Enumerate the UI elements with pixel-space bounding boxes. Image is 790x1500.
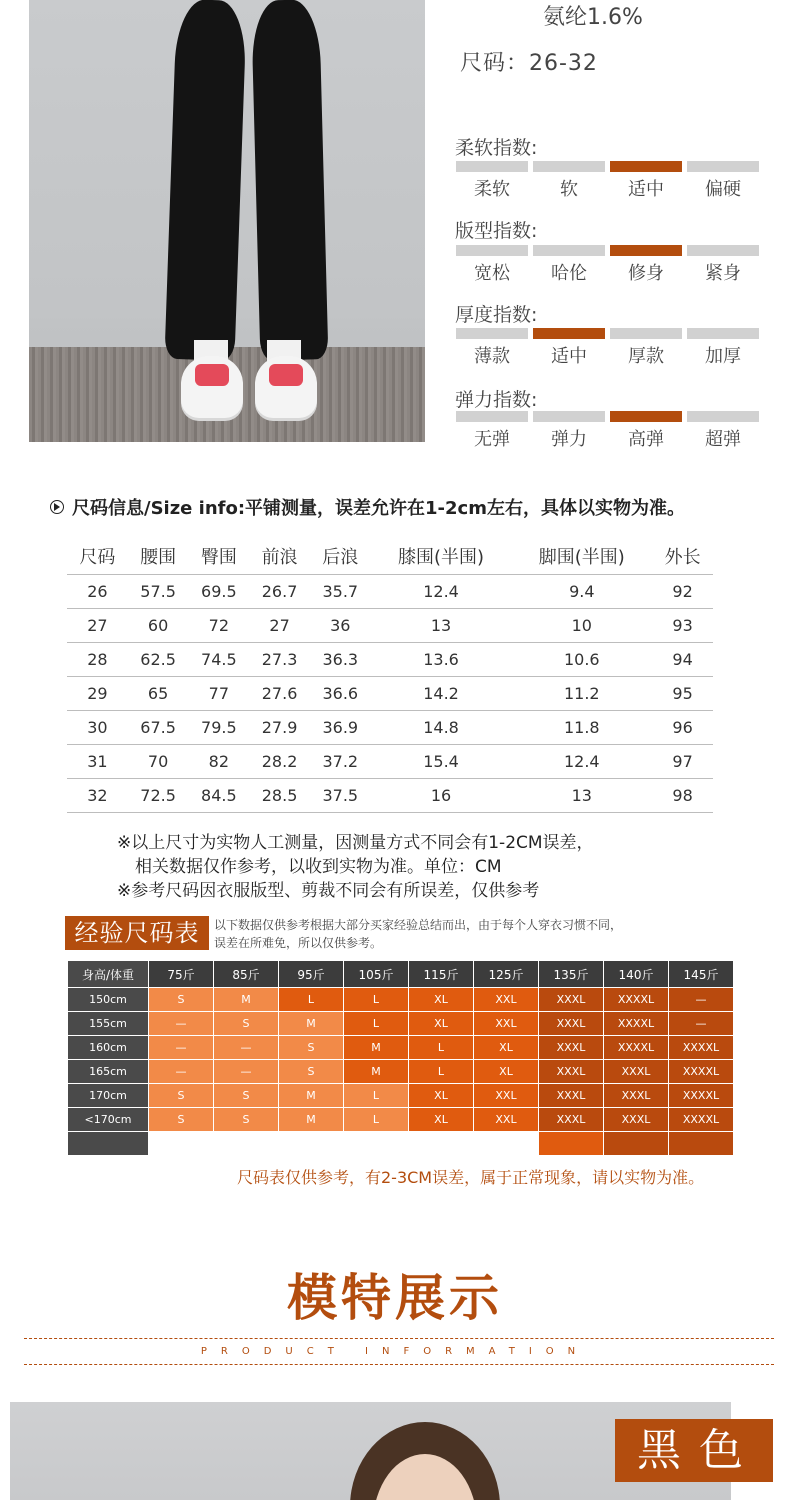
size-cell: S [149,1108,213,1131]
table-cell: 12.4 [511,745,652,779]
elasticity-bar-3 [610,411,682,422]
size-info-heading-text: 尺码信息/Size info:平铺测量，误差允许在1-2cm左右，具体以实物为准。 [72,498,685,519]
table-cell: 16 [371,779,512,813]
experience-header-cell: 105斤 [344,961,408,987]
table-row [67,643,713,677]
size-cell: L [344,1012,408,1035]
size-table-header: 臀围 [188,538,249,575]
size-cell: XXXXL [669,1108,733,1131]
table-cell: 37.5 [310,779,371,813]
table-cell: 67.5 [128,711,189,745]
table-cell: 13 [511,779,652,813]
table-cell: 70 [128,745,189,779]
fit-option-label: 修身 [628,263,664,284]
experience-desc-1: 以下数据仅供参考根据大部分买家经验总结而出，由于每个人穿衣习惯不同， [214,918,623,932]
size-cell: XXL [474,988,538,1011]
table-cell: 28.2 [249,745,310,779]
right-sneaker [255,356,317,418]
left-sneaker [181,356,243,418]
size-cell: — [669,1012,733,1035]
thickness-title: 厚度指数: [455,304,538,326]
size-cell: XXXL [604,1108,668,1131]
size-cell: M [214,988,278,1011]
table-cell: 10 [511,609,652,643]
fit-bar-1 [456,245,528,256]
thickness-option-label: 厚款 [628,346,664,367]
table-cell: 74.5 [188,643,249,677]
table-cell: 28.5 [249,779,310,813]
size-cell: XL [409,1108,473,1131]
experience-header-cell: 身高/体重 [68,961,148,987]
softness-option-label: 偏硬 [705,179,741,200]
size-cell: XL [409,988,473,1011]
elasticity-bar-2 [533,411,605,422]
note-line-2: 相关数据仅作参考，以收到实物为准。单位：CM [135,857,502,877]
size-cell: L [409,1060,473,1083]
softness-bar-3 [610,161,682,172]
softness-title: 柔软指数: [455,137,538,159]
height-cell: 150cm [68,988,148,1011]
softness-bar-2 [533,161,605,172]
table-row [68,988,733,1011]
play-circle-icon [50,500,64,514]
thickness-option-label: 加厚 [705,346,741,367]
size-cell: S [214,1084,278,1107]
table-row [68,1060,733,1083]
table-cell: 28 [67,643,128,677]
size-cell: XXXXL [669,1036,733,1059]
size-cell: L [279,988,343,1011]
table-cell: 36 [310,609,371,643]
experience-chart-title: 经验尺码表 [65,916,209,950]
size-table [67,538,713,813]
size-table-header: 尺码 [67,538,128,575]
table-cell: 96 [652,711,713,745]
fit-option-label: 紧身 [705,263,741,284]
table-cell: 31 [67,745,128,779]
size-cell: XL [409,1084,473,1107]
size-cell: XXXL [539,1084,603,1107]
size-info-heading [50,494,685,520]
elasticity-option-label: 弹力 [551,429,587,450]
thickness-bar-4 [687,328,759,339]
size-cell: XXXL [539,1012,603,1035]
table-cell: 65 [128,677,189,711]
experience-header-cell: 135斤 [539,961,603,987]
fit-bar-2 [533,245,605,256]
size-range: 尺码：26-32 [460,51,598,76]
experience-header-cell: 85斤 [214,961,278,987]
size-cell: S [149,988,213,1011]
size-cell: L [344,988,408,1011]
spacer-cell [604,1132,668,1155]
table-cell: 15.4 [371,745,512,779]
size-cell: S [149,1084,213,1107]
spacer-cell [344,1132,408,1155]
size-cell: — [149,1036,213,1059]
note-line-1: ※以上尺寸为实物人工测量，因测量方式不同会有1-2CM误差， [117,833,594,853]
table-cell: 84.5 [188,779,249,813]
size-cell: S [214,1108,278,1131]
table-cell: 93 [652,609,713,643]
table-cell: 27 [67,609,128,643]
size-cell: XXXXL [604,988,668,1011]
size-cell: — [214,1036,278,1059]
spacer-cell [474,1132,538,1155]
table-cell: 11.2 [511,677,652,711]
spacer-cell [149,1132,213,1155]
thickness-bar-1 [456,328,528,339]
experience-header-cell: 95斤 [279,961,343,987]
table-cell: 13 [371,609,512,643]
size-cell: XXL [474,1108,538,1131]
table-row [67,745,713,779]
fit-option-label: 宽松 [474,263,510,284]
thickness-bar-3 [610,328,682,339]
height-cell: 160cm [68,1036,148,1059]
size-cell: — [149,1012,213,1035]
table-cell: 26.7 [249,575,310,609]
size-cell: XXXL [539,1108,603,1131]
size-cell: L [344,1108,408,1131]
divider-bottom [24,1364,774,1365]
size-cell: XXXL [539,1036,603,1059]
size-cell: M [344,1060,408,1083]
table-row [67,779,713,813]
spacer-cell [279,1132,343,1155]
table-row [67,711,713,745]
size-cell: XXXXL [669,1084,733,1107]
table-cell: 27.3 [249,643,310,677]
spacer-cell [214,1132,278,1155]
table-cell: 36.3 [310,643,371,677]
table-row [68,1012,733,1035]
table-cell: 77 [188,677,249,711]
table-cell: 26 [67,575,128,609]
height-cell: <170cm [68,1108,148,1131]
size-cell: L [409,1036,473,1059]
thickness-option-label: 适中 [551,346,587,367]
size-cell: — [669,988,733,1011]
table-cell: 27.6 [249,677,310,711]
table-cell: 11.8 [511,711,652,745]
size-cell: — [149,1060,213,1083]
table-row [67,575,713,609]
size-cell: S [214,1012,278,1035]
size-cell: XXXL [604,1084,668,1107]
size-cell: XXXXL [604,1012,668,1035]
size-cell: L [344,1084,408,1107]
elasticity-option-label: 超弹 [705,429,741,450]
table-row [67,609,713,643]
table-cell: 72 [188,609,249,643]
fit-title: 版型指数: [455,220,538,242]
size-table-header: 腰围 [128,538,189,575]
note-line-3: ※参考尺码因衣服版型、剪裁不同会有所误差，仅供参考 [117,881,540,901]
size-cell: XXXXL [604,1036,668,1059]
table-cell: 72.5 [128,779,189,813]
elasticity-title: 弹力指数: [455,389,538,411]
size-cell: XXL [474,1084,538,1107]
size-cell: XL [474,1060,538,1083]
table-cell: 13.6 [371,643,512,677]
color-tag: 黑色 [615,1419,773,1482]
elasticity-bar-1 [456,411,528,422]
table-cell: 29 [67,677,128,711]
experience-size-table [67,960,734,1156]
right-leg [251,0,328,361]
size-cell: M [344,1036,408,1059]
table-row [68,1036,733,1059]
left-leg [164,0,247,361]
model-section-title: 模特展示 [287,1269,503,1327]
fit-option-label: 哈伦 [551,263,587,284]
fit-bar-4 [687,245,759,256]
fit-bar-3 [610,245,682,256]
table-cell: 95 [652,677,713,711]
size-table-header: 前浪 [249,538,310,575]
size-cell: M [279,1012,343,1035]
table-cell: 10.6 [511,643,652,677]
height-cell: 155cm [68,1012,148,1035]
height-cell: 165cm [68,1060,148,1083]
thickness-bar-2 [533,328,605,339]
softness-option-label: 软 [560,179,578,200]
size-cell: M [279,1084,343,1107]
table-cell: 97 [652,745,713,779]
table-cell: 98 [652,779,713,813]
size-cell: XXXL [604,1060,668,1083]
table-cell: 9.4 [511,575,652,609]
size-cell: S [279,1036,343,1059]
height-cell: 170cm [68,1084,148,1107]
product-photo [29,0,425,442]
table-row [68,1108,733,1131]
table-cell: 36.6 [310,677,371,711]
size-cell: — [214,1060,278,1083]
table-cell: 35.7 [310,575,371,609]
spacer-cell [68,1132,148,1155]
table-cell: 62.5 [128,643,189,677]
table-row-spacer [68,1132,733,1155]
table-cell: 79.5 [188,711,249,745]
table-cell: 82 [188,745,249,779]
size-table-header: 膝围(半围) [371,538,512,575]
spacer-cell [409,1132,473,1155]
elasticity-option-label: 高弹 [628,429,664,450]
size-cell: S [279,1060,343,1083]
size-table-header: 外长 [652,538,713,575]
softness-bar-4 [687,161,759,172]
table-row [67,677,713,711]
size-cell: M [279,1108,343,1131]
table-row [68,1084,733,1107]
table-cell: 94 [652,643,713,677]
softness-bar-1 [456,161,528,172]
table-cell: 60 [128,609,189,643]
table-cell: 14.2 [371,677,512,711]
size-table-header: 脚围(半围) [511,538,652,575]
experience-header-cell: 140斤 [604,961,668,987]
thickness-option-label: 薄款 [474,346,510,367]
table-cell: 37.2 [310,745,371,779]
table-cell: 12.4 [371,575,512,609]
size-cell: XXXL [539,1060,603,1083]
size-cell: XXXXL [669,1060,733,1083]
size-cell: XL [409,1012,473,1035]
size-table-header: 后浪 [310,538,371,575]
table-cell: 30 [67,711,128,745]
elasticity-option-label: 无弹 [474,429,510,450]
divider-top [24,1338,774,1339]
table-cell: 69.5 [188,575,249,609]
table-cell: 92 [652,575,713,609]
table-cell: 27.9 [249,711,310,745]
product-information-subtitle: PRODUCT INFORMATION [200,1346,590,1357]
table-cell: 32 [67,779,128,813]
table-cell: 27 [249,609,310,643]
softness-option-label: 柔软 [474,179,510,200]
table-cell: 36.9 [310,711,371,745]
size-cell: XL [474,1036,538,1059]
experience-chart-footer: 尺码表仅供参考，有2-3CM误差，属于正常现象，请以实物为准。 [237,1168,705,1187]
elasticity-bar-4 [687,411,759,422]
table-cell: 14.8 [371,711,512,745]
spacer-cell [669,1132,733,1155]
experience-header-cell: 115斤 [409,961,473,987]
experience-header-cell: 75斤 [149,961,213,987]
experience-header-cell: 125斤 [474,961,538,987]
experience-desc-2: 误差在所难免，所以仅供参考。 [214,936,383,950]
spacer-cell [539,1132,603,1155]
experience-header-cell: 145斤 [669,961,733,987]
material-line: 氨纶1.6% [543,5,643,30]
size-cell: XXXL [539,988,603,1011]
size-cell: XXL [474,1012,538,1035]
softness-option-label: 适中 [628,179,664,200]
table-cell: 57.5 [128,575,189,609]
